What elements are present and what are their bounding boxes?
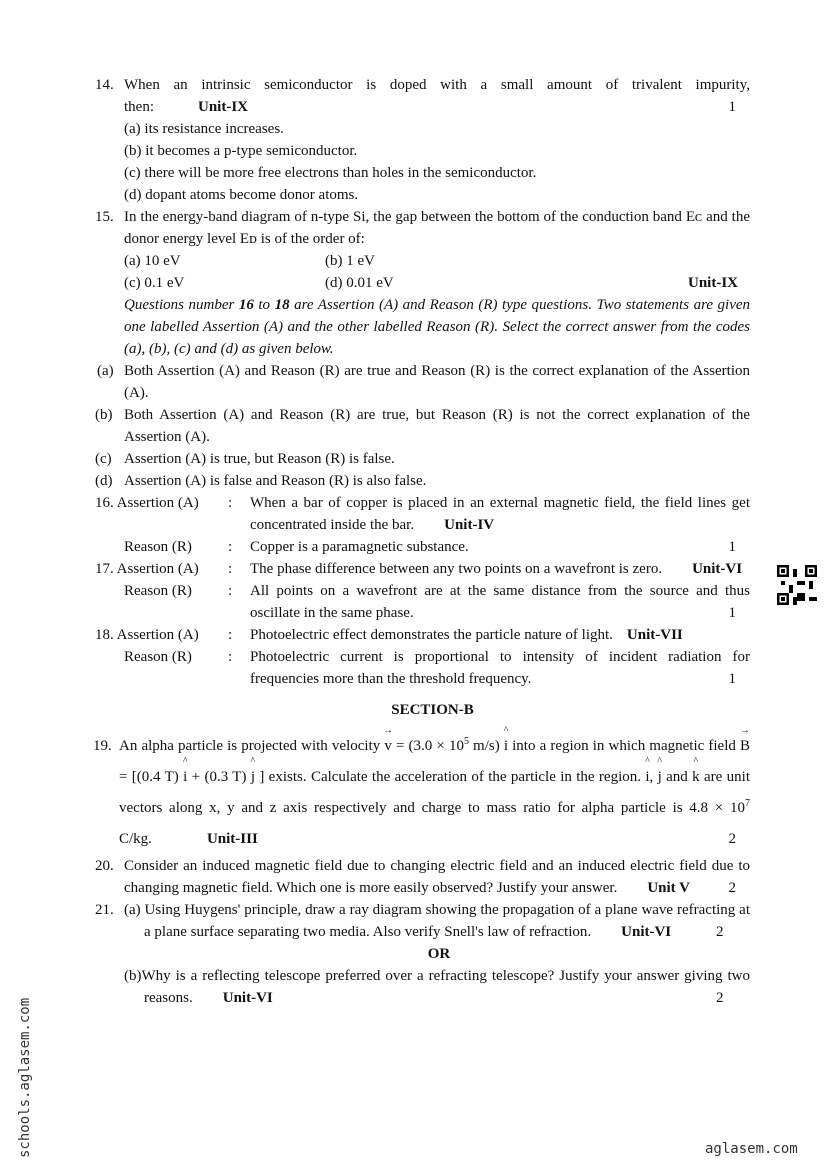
option: (b) it becomes a p-type semiconductor. [124,143,358,159]
question-text: When an intrinsic semiconductor is doped with a small amount of trivalent impurity, [124,77,750,93]
reason-label: Reason (R) [124,649,192,665]
text: An alpha particle is projected with velocity [119,738,385,754]
question-15 [95,206,750,294]
exponent: 5 [463,736,469,747]
assertion-label: 16. Assertion (A) [95,495,199,511]
reason-text [250,580,750,624]
question-18 [95,624,750,690]
text: are Assertion (A) and Reason (R) type questions. Two statements are given one labelled Assertion (A) and the other labelled Reason (R). Select the correct answer from the codes (a), (b), (c) and (d) as given below. [124,297,751,357]
option: (d) 0.01 eV [325,275,394,291]
reason-label: Reason (R) [124,583,192,599]
marks: 2 [728,880,736,896]
code-label: (a) [97,363,114,379]
question-number: 15. [95,209,114,225]
question-14 [95,74,750,206]
option: (d) dopant atoms become donor atoms. [124,187,359,203]
text: The phase difference between any two points on a wavefront is zero. [250,561,663,577]
code-c [95,448,750,470]
text: Questions number [124,297,239,313]
colon: : [228,495,233,511]
marks: 1 [728,671,736,687]
option: (c) there will be more free electrons than holes in the semiconductor. [124,165,537,181]
section-heading: SECTION-B [391,702,474,718]
qr-code-icon [777,565,817,605]
text: Copper is a paramagnetic substance. [250,539,469,555]
text: are unit vectors along x, y and z axis respectively and charge to mass ratio for alpha particle is 4.8 × 10 [119,769,750,816]
unit-vector-k: ^ k [692,756,700,785]
text: = [(0.4 T) [119,769,184,785]
code-b [95,404,750,448]
question-21 [95,899,750,1009]
question-17 [95,558,750,624]
vector-b: → B [739,725,750,754]
unit-label: Unit-III [206,831,258,847]
marks: 2 [716,990,724,1006]
unit-label: Unit-VI [222,990,273,1006]
text: 16 [238,297,254,313]
option: (a) its resistance increases. [124,121,284,137]
symbol: v [384,738,392,754]
symbol: i [503,738,509,754]
code-label: (c) [95,451,112,467]
colon: : [228,539,233,555]
symbol: B [739,738,750,754]
symbol: j [657,769,662,785]
unit-label: Unit V [647,880,690,896]
text: + (0.3 T) [187,769,251,785]
assertion-text [250,624,750,646]
question-16 [95,492,750,558]
question-21a [124,899,750,943]
unit-label: Unit-IX [198,99,249,115]
unit-vector-i: ^ i [182,756,188,785]
code-a [95,360,750,404]
question-number: 14. [95,77,114,93]
marks: 1 [728,605,736,621]
code-text: Both Assertion (A) and Reason (R) are true and Reason (R) is the correct explanation of the Assertion (A). [124,363,750,401]
symbol: j [250,769,255,785]
unit-label: Unit-VII [626,627,683,643]
text: Photoelectric effect demonstrates the particle nature of light. [250,627,613,643]
assertion-label: 17. Assertion (A) [95,561,199,577]
marks: 1 [728,99,736,115]
or-separator: OR [427,946,451,962]
question-text: then: [124,99,154,115]
watermark-right: aglasem.com [705,1141,798,1157]
question-20 [95,855,750,899]
text: into a region in which magnetic field [508,738,740,754]
colon: : [228,627,233,643]
colon: : [228,649,233,665]
colon: : [228,583,233,599]
text: Photoelectric current is proportional to intensity of incident radiation for frequencies more than the threshold frequency. [250,649,750,687]
assertion-label: 18. Assertion (A) [95,627,199,643]
text: m/s) [468,738,504,754]
text: C/kg. [119,831,152,847]
code-text: Both Assertion (A) and Reason (R) are true, but Reason (R) is not the correct explanation of the Assertion (A). [124,407,750,445]
question-text: (b)Why is a reflecting telescope preferred over a refracting telescope? Justify your answer giving two reasons. [124,968,750,1006]
marks: 2 [728,831,736,847]
marks: 2 [716,924,724,940]
text: to [253,297,275,313]
watermark-left: schools.aglasem.com [17,997,33,1158]
question-19 [93,725,750,855]
question-text: Consider an induced magnetic field due to changing electric field and an induced electric field due to changing magnetic field. Which one is more easily observed? Justify your answer. [124,858,750,896]
marks: 1 [728,539,736,555]
vector-v: → v [383,725,394,754]
code-text: Assertion (A) is true, but Reason (R) is false. [124,451,395,467]
reason-label: Reason (R) [124,539,192,555]
unit-vector-i: ^ i [503,725,509,754]
assertion-text [250,492,750,536]
option: (c) 0.1 eV [124,275,185,291]
text: All points on a wavefront are at the same distance from the source and thus oscillate in the same phase. [250,583,750,621]
question-text: (a) Using Huygens' principle, draw a ray diagram showing the propagation of a plane wave refracting at a plane surface separating two media. Also verify Snell's law of refraction. [124,902,750,940]
question-number: 19. [93,738,112,754]
text: 18 [274,297,290,313]
question-text: In the energy-band diagram of n-type Si, the gap between the bottom of the conduction band Eᴄ and the donor energy level Eᴅ is of the order of: [124,209,750,247]
symbol: k [692,769,700,785]
unit-label: Unit-VI [621,924,672,940]
exponent: 7 [745,798,750,809]
text: and [661,769,693,785]
reason-text [250,646,750,690]
unit-label: Unit-VI [692,561,743,577]
question-21b [124,965,750,1009]
symbol: i [645,769,650,785]
instructions [95,294,750,360]
text: ] exists. Calculate the acceleration of the particle in the region. [254,769,646,785]
code-d [95,470,750,492]
code-label: (d) [95,473,113,489]
option: (a) 10 eV [124,253,181,269]
question-number: 21. [95,902,114,918]
code-text: Assertion (A) is false and Reason (R) is also false. [124,473,427,489]
unit-vector-j: ^ j [657,756,663,785]
question-block [95,74,750,1009]
text: = (3.0 × 10 [391,738,464,754]
text: , [649,769,658,785]
reason-text [250,536,750,558]
question-number: 20. [95,858,114,874]
symbol: i [183,769,188,785]
text: When a bar of copper is placed in an external magnetic field, the field lines get concentrated inside the bar. [250,495,750,533]
unit-vector-j: ^ j [250,756,256,785]
colon: : [228,561,233,577]
unit-label: Unit-IX [687,275,738,291]
unit-label: Unit-IV [444,517,495,533]
code-label: (b) [95,407,113,423]
option: (b) 1 eV [325,253,375,269]
unit-vector-i: ^ i [645,756,650,785]
assertion-text [250,558,750,580]
